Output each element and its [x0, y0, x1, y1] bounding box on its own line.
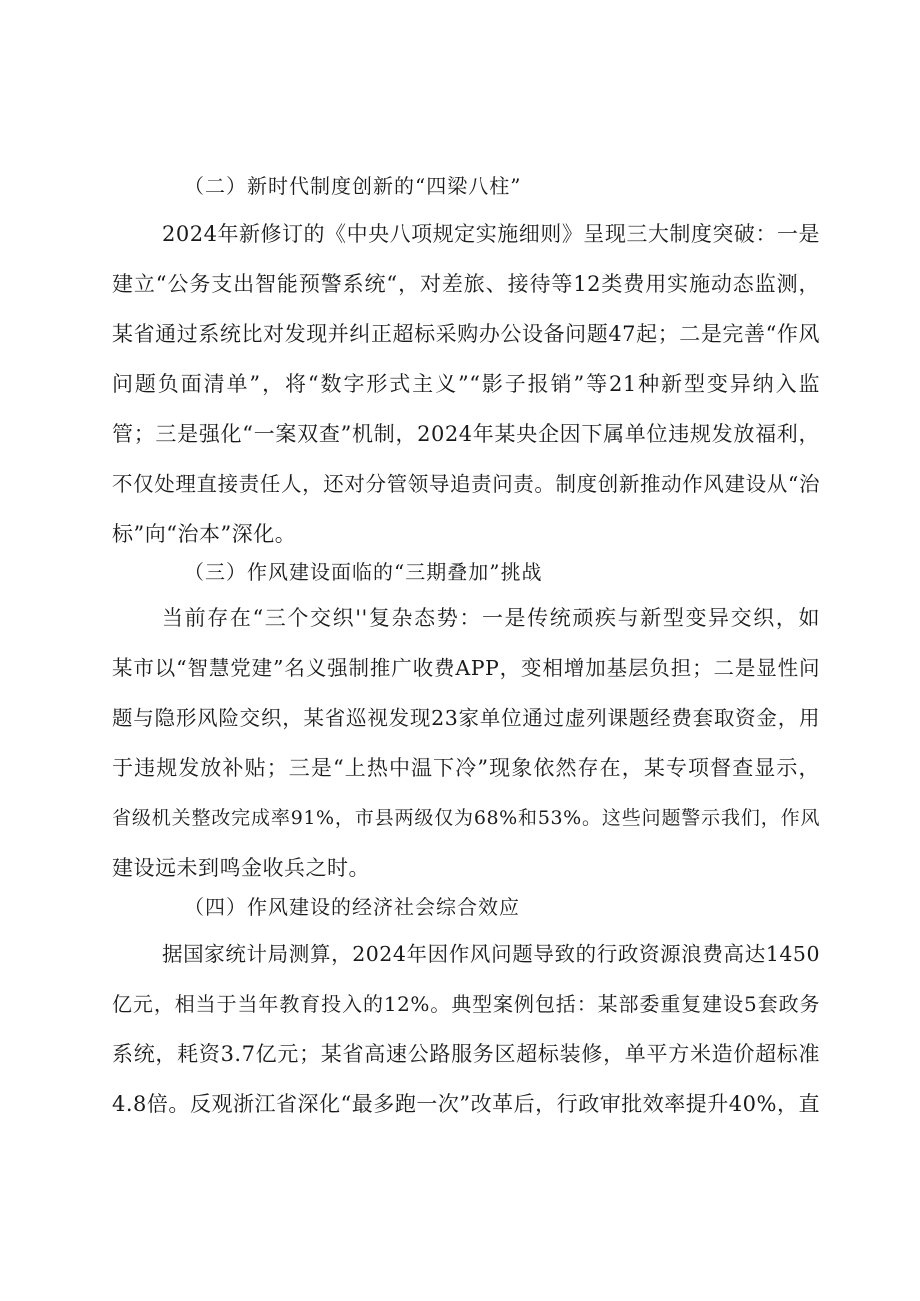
paragraph-line: 某省通过系统比对发现并纠正超标采购办公设备问题47起；二是完善“作风 — [112, 322, 820, 346]
paragraph-line: 不仅处理直接责任人，还对分管领导追责问责。制度创新推动作风建设从“治 — [112, 472, 820, 496]
section-heading-3: （三）作风建设面临的“三期叠加”挑战 — [184, 560, 543, 584]
paragraph-line: 题与隐形风险交织，某省巡视发现23家单位通过虚列课题经费套取资金，用 — [112, 706, 820, 730]
paragraph-line: 省级机关整改完成率91%，市县两级仅为68%和53%。这些问题警示我们，作风 — [112, 807, 820, 829]
paragraph-line: 某市以“智慧党建”名义强制推广收费APP，变相增加基层负担；二是显性问 — [112, 656, 820, 680]
section-paragraph-3 — [112, 593, 820, 893]
paragraph-line: 标”向“治本”深化。 — [112, 522, 297, 546]
paragraph-line: 亿元，相当于当年教育投入的12%。典型案例包括：某部委重复建设5套政务 — [112, 992, 820, 1016]
section-paragraph-4 — [112, 929, 820, 1129]
paragraph-line: 问题负面清单”，将“数字形式主义”“影子报销”等21种新型变异纳入监 — [112, 372, 820, 396]
paragraph-line: 建设远未到鸣金收兵之时。 — [112, 856, 370, 880]
paragraph-line: 系统，耗资3.7亿元；某省高速公路服务区超标装修，单平方米造价超标准 — [112, 1042, 820, 1066]
paragraph-line: 管；三是强化“一案双查”机制，2024年某央企因下属单位违规发放福利， — [112, 422, 820, 446]
paragraph-line: 当前存在“三个交织''复杂态势：一是传统顽疾与新型变异交织，如 — [162, 606, 820, 630]
paragraph-line: 4.8倍。反观浙江省深化“最多跑一次”改革后，行政审批效率提升40%，直 — [112, 1092, 820, 1116]
paragraph-line: 2024年新修订的《中央八项规定实施细则》呈现三大制度突破：一是 — [162, 222, 820, 246]
section-heading-2: （二）新时代制度创新的“四梁八柱” — [184, 174, 522, 198]
paragraph-line: 据国家统计局测算，2024年因作风问题导致的行政资源浪费高达1450 — [162, 942, 820, 966]
paragraph-line: 于违规发放补贴；三是“上热中温下冷”现象依然存在，某专项督查显示， — [112, 756, 820, 780]
paragraph-line: 建立“公务支出智能预警系统“，对差旅、接待等12类费用实施动态监测， — [112, 272, 820, 296]
section-heading-4: （四）作风建设的经济社会综合效应 — [184, 895, 520, 919]
section-paragraph-2 — [112, 209, 820, 559]
